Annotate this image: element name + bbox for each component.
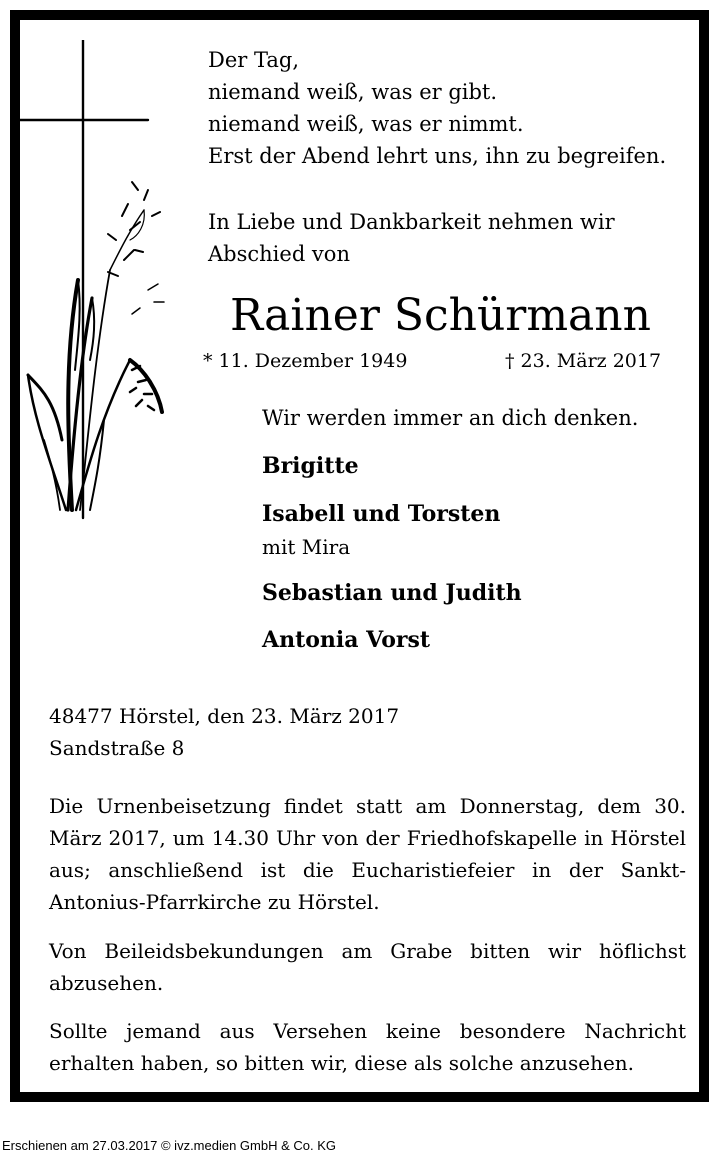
birth-date: * 11. Dezember 1949: [203, 350, 408, 372]
poem: [208, 44, 666, 172]
poem-line: Der Tag,: [208, 48, 299, 72]
condolence-paragraph: Von Beileidsbekundungen am Grabe bitten wir höflichst abzusehen.: [49, 939, 686, 995]
mourner-subtext: mit Mira: [262, 535, 351, 559]
mourner-name: Antonia Vorst: [262, 627, 431, 653]
mourner-name: Isabell und Torsten: [262, 501, 501, 527]
publication-footer: Erschienen am 27.03.2017 © ivz.medien GmbH & Co. KG: [2, 1138, 337, 1153]
street-address: Sandstraße 8: [49, 736, 185, 760]
death-date: † 23. März 2017: [505, 350, 662, 372]
funeral-info-paragraph: Die Urnenbeisetzung findet statt am Donnerstag, dem 30. März 2017, um 14.30 Uhr von der Friedhofskapelle in Hörstel aus; anschließend ist die Eucharistiefeier in der Sankt-Antonius-Pfarrkirche zu Hörstel.: [49, 794, 686, 914]
mourner-name: Brigitte: [262, 453, 359, 479]
deceased-name: Rainer Schürmann: [230, 290, 651, 341]
notice-paragraph: Sollte jemand aus Versehen keine besondere Nachricht erhalten haben, so bitten wir, diese als solche anzusehen.: [49, 1019, 686, 1075]
mourner-name: Sebastian und Judith: [262, 580, 522, 606]
poem-line: niemand weiß, was er gibt.: [208, 80, 498, 104]
poem-line: niemand weiß, was er nimmt.: [208, 112, 524, 136]
place-date: 48477 Hörstel, den 23. März 2017: [49, 704, 400, 728]
poem-line: Erst der Abend lehrt uns, ihn zu begreifen.: [208, 144, 667, 168]
signoff-text: Wir werden immer an dich denken.: [262, 406, 639, 430]
intro-line: Abschied von: [208, 242, 350, 266]
cross-with-grass-icon: [20, 40, 190, 540]
intro-text: [208, 206, 615, 270]
address-block: [49, 700, 399, 764]
intro-line: In Liebe und Dankbarkeit nehmen wir: [208, 210, 615, 234]
obituary-frame: [10, 10, 709, 1102]
